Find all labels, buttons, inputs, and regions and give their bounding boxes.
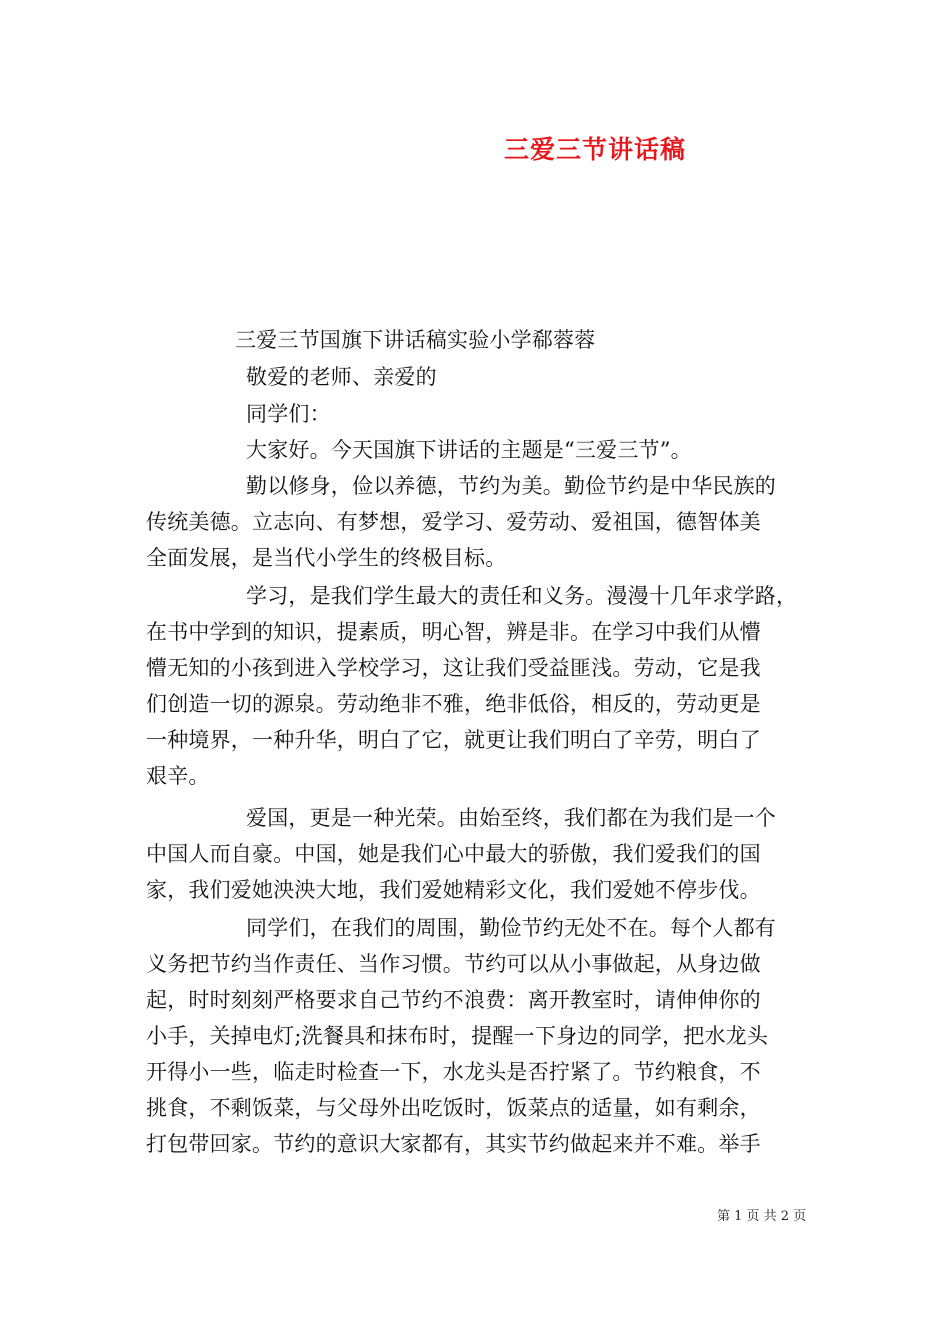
body-line-15: 中国人而自豪。中国，她是我们心中最大的骄傲，我们爱我们的国 [146, 842, 761, 866]
body-line-8: 学习，是我们学生最大的责任和义务。漫漫十几年求学路， [246, 584, 798, 608]
body-line-20: 小手，关掉电灯;洗餐具和抹布时，提醒一下身边的同学，把水龙头 [146, 1024, 769, 1048]
body-line-6: 传统美德。立志向、有梦想，爱学习、爱劳动、爱祖国，德智体美 [146, 510, 761, 534]
body-line-13: 艰辛。 [146, 764, 210, 788]
body-line-22: 挑食，不剩饭菜，与父母外出吃饭时，饭菜点的适量，如有剩余， [146, 1096, 761, 1120]
body-line-7: 全面发展，是当代小学生的终极目标。 [146, 546, 507, 570]
body-line-16: 家，我们爱她泱泱大地，我们爱她精彩文化，我们爱她不停步伐。 [146, 878, 761, 902]
body-line-12: 一种境界，一种升华，明白了它，就更让我们明白了辛劳，明白了 [146, 728, 761, 752]
body-line-1: 三爱三节国旗下讲话稿实验小学郗蓉蓉 [235, 328, 596, 352]
body-line-3: 同学们： [246, 402, 331, 426]
body-line-5: 勤以修身，俭以养德，节约为美。勤俭节约是中华民族的 [246, 474, 776, 498]
body-line-4: 大家好。今天国旗下讲话的主题是“三爱三节”。 [246, 438, 692, 462]
body-line-9: 在书中学到的知识，提素质，明心智，辨是非。在学习中我们从懵 [146, 620, 761, 644]
body-line-18: 义务把节约当作责任、当作习惯。节约可以从小事做起，从身边做 [146, 952, 761, 976]
body-line-21: 开得小一些，临走时检查一下，水龙头是否拧紧了。节约粮食，不 [146, 1060, 761, 1084]
body-line-14: 爱国，更是一种光荣。由始至终，我们都在为我们是一个 [246, 806, 776, 830]
body-line-2: 敬爱的老师、亲爱的 [246, 365, 437, 389]
body-line-11: 们创造一切的源泉。劳动绝非不雅，绝非低俗，相反的，劳动更是 [146, 692, 761, 716]
body-line-10: 懵无知的小孩到进入学校学习，这让我们受益匪浅。劳动，它是我 [146, 656, 761, 680]
body-line-17: 同学们，在我们的周围，勤俭节约无处不在。每个人都有 [246, 916, 776, 940]
body-line-23: 打包带回家。节约的意识大家都有，其实节约做起来并不难。举手 [146, 1132, 761, 1156]
body-line-19: 起，时时刻刻严格要求自己节约不浪费：离开教室时，请伸伸你的 [146, 988, 761, 1012]
document-title: 三爱三节讲话稿 [503, 135, 686, 164]
page-footer: 第 1 页 共 2 页 [717, 1209, 807, 1224]
